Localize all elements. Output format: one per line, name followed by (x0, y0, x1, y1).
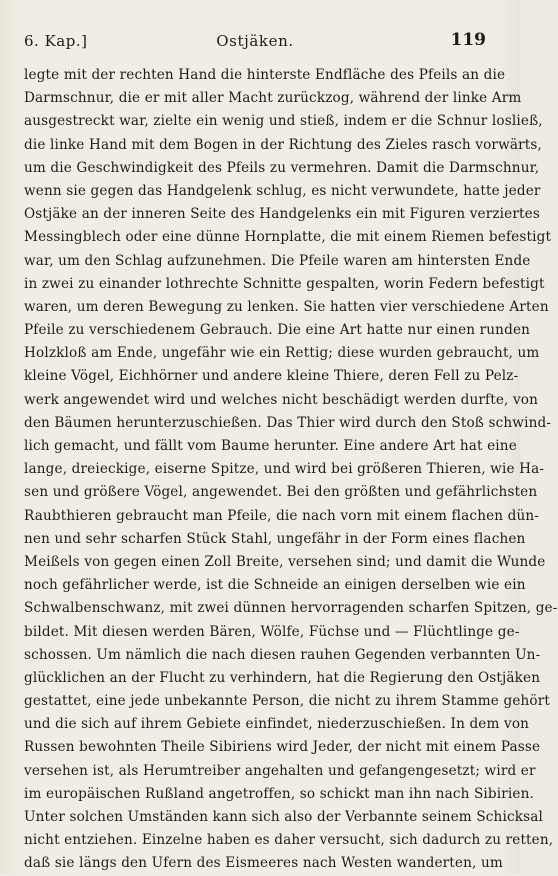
text-line: Meißels von gegen einen Zoll Breite, versehen sind; und damit die Wunde (24, 553, 546, 570)
chapter-label: 6. Kap.] (24, 32, 88, 50)
text-line: legte mit der rechten Hand die hinterste Endfläche des Pfeils an die (24, 67, 506, 83)
text-line: wenn sie gegen das Handgelenk schlug, es nicht verwundete, hatte jeder (24, 182, 541, 199)
text-line: ausgestreckt war, zielte ein wenig und stieß, indem er die Schnur losließ, (24, 113, 543, 130)
text-line: Unter solchen Umständen kann sich also der Verbannte seinem Schicksal (24, 809, 543, 825)
running-header (24, 30, 486, 54)
text-line: lange, dreieckige, eiserne Spitze, und wird bei größeren Thieren, wie Ha- (24, 461, 545, 478)
text-line: nicht entziehen. Einzelne haben es daher versucht, sich dadurch zu retten, (24, 832, 554, 849)
text-line: Ostjäke an der inneren Seite des Handgelenks ein mit Figuren verziertes (24, 206, 540, 223)
text-line: den Bäumen herunterzuschießen. Das Thier wird durch den Stoß schwind- (24, 414, 552, 431)
text-line: glücklichen an der Flucht zu verhindern, hat die Regierung den Ostjäken (24, 669, 541, 686)
body-text (24, 64, 558, 876)
text-line: kleine Vögel, Eichhörner und andere kleine Thiere, deren Fell zu Pelz- (24, 368, 519, 385)
text-line: Darmschnur, die er mit aller Macht zurückzog, während der linke Arm (24, 90, 522, 107)
text-line: die linke Hand mit dem Bogen in der Richtung des Zieles rasch vorwärts, (24, 136, 542, 153)
text-line: gestattet, eine jede unbekannte Person, die nicht zu ihrem Stamme gehört (24, 693, 551, 710)
text-line: Holzkloß am Ende, ungefähr wie ein Rettig; diese wurden gebraucht, um (24, 345, 540, 362)
text-line: Messingblech oder eine dünne Hornplatte, die mit einem Riemen befestigt (24, 229, 552, 246)
text-line: um die Geschwindigkeit des Pfeils zu vermehren. Damit die Darmschnur, (24, 159, 540, 176)
page-number: 119 (450, 30, 486, 50)
text-line: Russen bewohnten Theile Sibiriens wird Jeder, der nicht mit einem Passe (24, 739, 541, 756)
text-line: Raubthieren gebraucht man Pfeile, die nach vorn mit einem flachen dün- (24, 507, 540, 524)
text-line: versehen ist, als Herumtreiber angehalten und gefangengesetzt; wird er (24, 762, 536, 779)
text-line: waren, um deren Bewegung zu lenken. Sie hatten vier verschiedene Arten (24, 298, 549, 315)
text-line: sen und größere Vögel, angewendet. Bei den größten und gefährlichsten (24, 484, 538, 501)
text-line: daß sie längs den Ufern des Eismeeres nach Westen wanderten, um (24, 855, 503, 872)
text-line: Pfeile zu verschiedenem Gebrauch. Die eine Art hatte nur einen runden (24, 322, 531, 339)
text-line: bildet. Mit diesen werden Bären, Wölfe, Füchse und — Flüchtlinge ge- (24, 623, 520, 640)
text-line: noch gefährlicher werde, ist die Schneide an einigen derselben wie ein (24, 577, 526, 594)
text-line: im europäischen Rußland angetroffen, so schickt man ihn nach Sibirien. (24, 785, 534, 802)
text-line: war, um den Schlag aufzunehmen. Die Pfeile waren am hintersten Ende (24, 252, 531, 269)
text-line: und die sich auf ihrem Gebiete einfindet, niederzuschießen. In dem von (24, 716, 530, 733)
text-line: werk angewendet wird und welches nicht beschädigt werden durfte, von (24, 391, 539, 408)
text-line: schossen. Um nämlich die nach diesen rauhen Gegenden verbannten Un- (24, 646, 541, 663)
text-line: in zwei zu einander lothrechte Schnitte gespalten, worin Federn befestigt (24, 275, 545, 292)
running-title: Ostjäken. (216, 32, 294, 50)
text-line: Schwalbenschwanz, mit zwei dünnen hervorragenden scharfen Spitzen, ge- (24, 600, 558, 617)
text-line: lich gemacht, und fällt vom Baume herunter. Eine andere Art hat eine (24, 438, 517, 454)
text-line: nen und sehr scharfen Stück Stahl, ungefähr in der Form eines flachen (24, 530, 526, 547)
